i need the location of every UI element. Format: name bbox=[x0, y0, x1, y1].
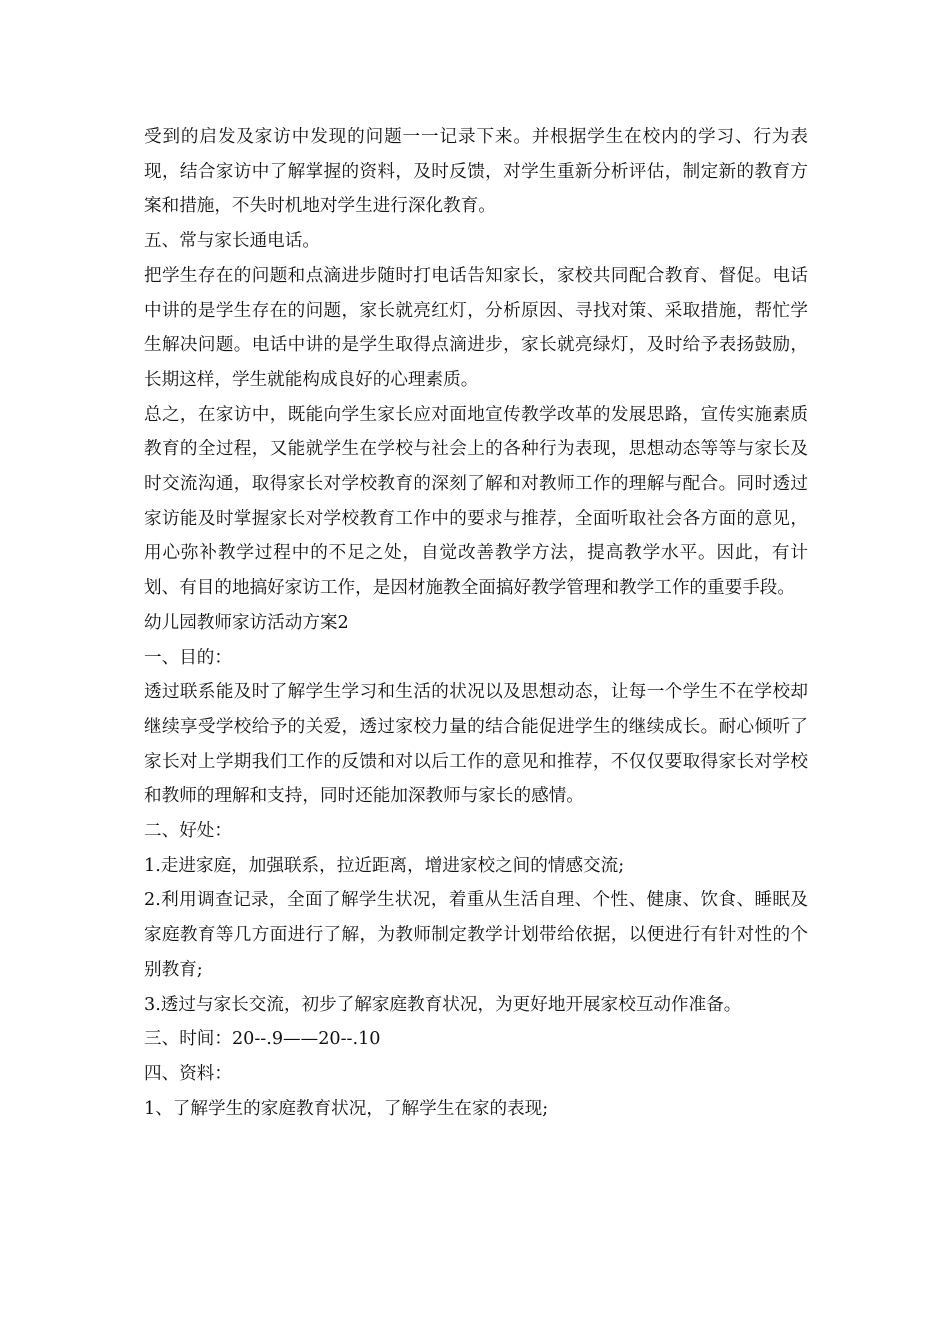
paragraph-continuation: 受到的启发及家访中发现的问题一一记录下来。并根据学生在校内的学习、行为表现，结合家访中了解掌握的资料，及时反馈，对学生重新分析评估，制定新的教育方案和措施，不失时机地对学生进行深化教育。 bbox=[144, 127, 808, 217]
section-heading-materials: 四、资料： bbox=[144, 1063, 232, 1084]
list-item-material-1: 1、了解学生的家庭教育状况，了解学生在家的表现; bbox=[144, 1098, 549, 1119]
list-item-benefit-1: 1.走进家庭，加强联系，拉近距离，增进家校之间的情感交流; bbox=[144, 855, 625, 876]
section-heading-purpose: 一、目的： bbox=[144, 647, 232, 668]
document-title-2: 幼儿园教师家访活动方案2 bbox=[144, 612, 349, 633]
section-heading-benefits: 二、好处： bbox=[144, 821, 232, 842]
paragraph-phone: 把学生存在的问题和点滴进步随时打电话告知家长，家校共同配合教育、督促。电话中讲的是学生存在的问题，家长就亮红灯，分析原因、寻找对策、采取措施，帮忙学生解决问题。电话中讲的是学生取得点滴进步，家长就亮绿灯，及时给予表扬鼓励，长期这样，学生就能构成良好的心理素质。 bbox=[144, 265, 808, 390]
paragraph-summary: 总之，在家访中，既能向学生家长应对面地宣传教学改革的发展思路，宣传实施素质教育的全过程，又能就学生在学校与社会上的各种行为表现，思想动态等等与家长及时交流沟通，取得家长对学校教育的深刻了解和对教师工作的理解与配合。同时透过家访能及时掌握家长对学校教育工作中的要求与推荐，全面听取社会各方面的意见，用心弥补教学过程中的不足之处，自觉改善教学方法，提高教学水平。因此，有计划、有目的地搞好家访工作，是因材施教全面搞好教学管理和教学工作的重要手段。 bbox=[144, 404, 808, 599]
section-heading-time: 三、时间：20--.9——20--.10 bbox=[144, 1029, 381, 1050]
list-item-benefit-3: 3.透过与家长交流，初步了解家庭教育状况，为更好地开展家校互动作准备。 bbox=[144, 994, 742, 1015]
document-body bbox=[144, 120, 808, 1126]
list-item-benefit-2: 2.利用调查记录，全面了解学生状况，着重从生活自理、个性、健康、饮食、睡眠及家庭教育等几方面进行了解，为教师制定教学计划带给依据，以便进行有针对性的个别教育; bbox=[144, 890, 808, 980]
paragraph-purpose: 透过联系能及时了解学生学习和生活的状况以及思想动态，让每一个学生不在学校却继续享受学校给予的关爱，透过家校力量的结合能促进学生的继续成长。耐心倾听了家长对上学期我们工作的反馈和对以后工作的意见和推荐，不仅仅要取得家长对学校和教师的理解和支持，同时还能加深教师与家长的感情。 bbox=[144, 682, 808, 807]
section-heading-phone: 五、常与家长通电话。 bbox=[144, 231, 320, 252]
